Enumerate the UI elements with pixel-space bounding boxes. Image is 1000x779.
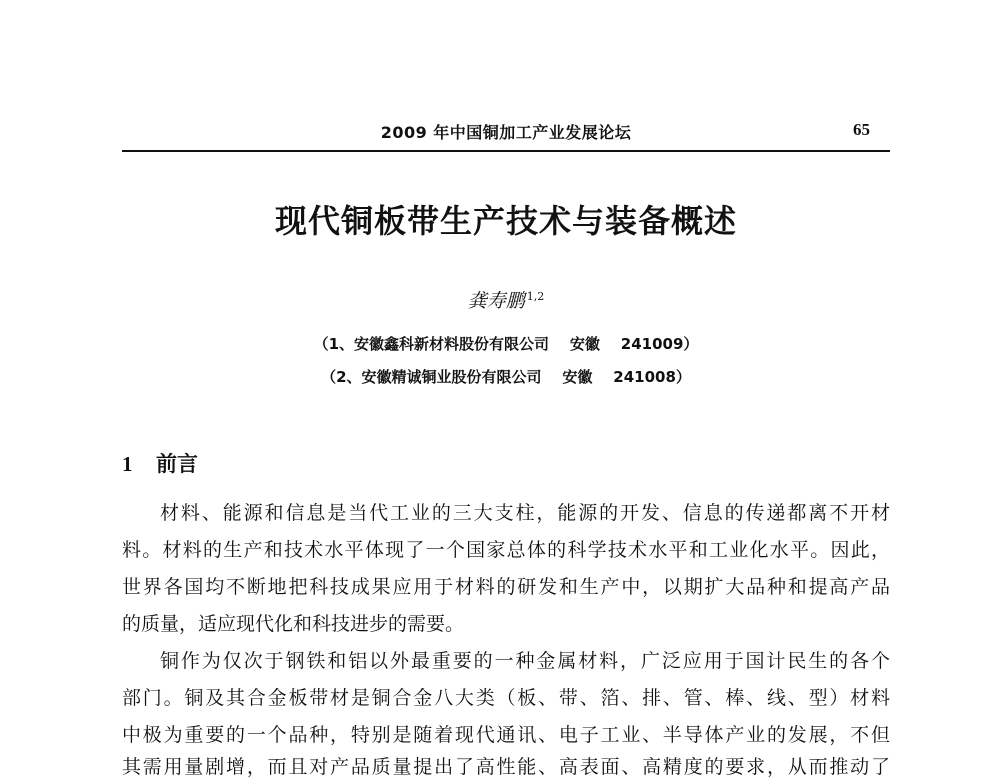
section-number: 1	[122, 452, 133, 476]
author-affiliation-marks: 1,2	[526, 289, 545, 303]
paper-title: 现代铜板带生产技术与装备概述	[274, 202, 737, 240]
page-number: 65	[853, 120, 870, 139]
author-name: 龚寿鹏	[467, 290, 525, 312]
body-line: 部门。铜及其合金板带材是铜合金八大类（板、带、箔、排、管、棒、线、型）材料	[122, 687, 890, 709]
journal-name: 2009 年中国铜加工产业发展论坛	[380, 123, 632, 142]
section-title: 前言	[156, 452, 198, 476]
body-line: 世界各国均不断地把科技成果应用于材料的研发和生产中，以期扩大品种和提高产品	[122, 576, 890, 598]
section-heading	[122, 448, 198, 478]
author-line	[122, 286, 890, 313]
body-line: 材料、能源和信息是当代工业的三大支柱，能源的开发、信息的传递都离不开材	[160, 502, 890, 524]
body-line: 其需用量剧增，而且对产品质量提出了高性能、高表面、高精度的要求，从而推动了	[122, 756, 890, 778]
affiliation-2: （2、安徽精诚铜业股份有限公司 安徽 241008）	[321, 368, 691, 386]
affiliation-1: （1、安徽鑫科新材料股份有限公司 安徽 241009）	[313, 335, 699, 353]
body-line: 铜作为仅次于钢铁和铝以外最重要的一种金属材料，广泛应用于国计民生的各个	[160, 650, 890, 672]
body-line: 的质量，适应现代化和科技进步的需要。	[122, 613, 465, 635]
body-line: 中极为重要的一个品种，特别是随着现代通讯、电子工业、半导体产业的发展，不但	[122, 724, 890, 746]
body-line: 料。材料的生产和技术水平体现了一个国家总体的科学技术水平和工业化水平。因此，	[122, 539, 890, 561]
running-header	[122, 118, 890, 152]
